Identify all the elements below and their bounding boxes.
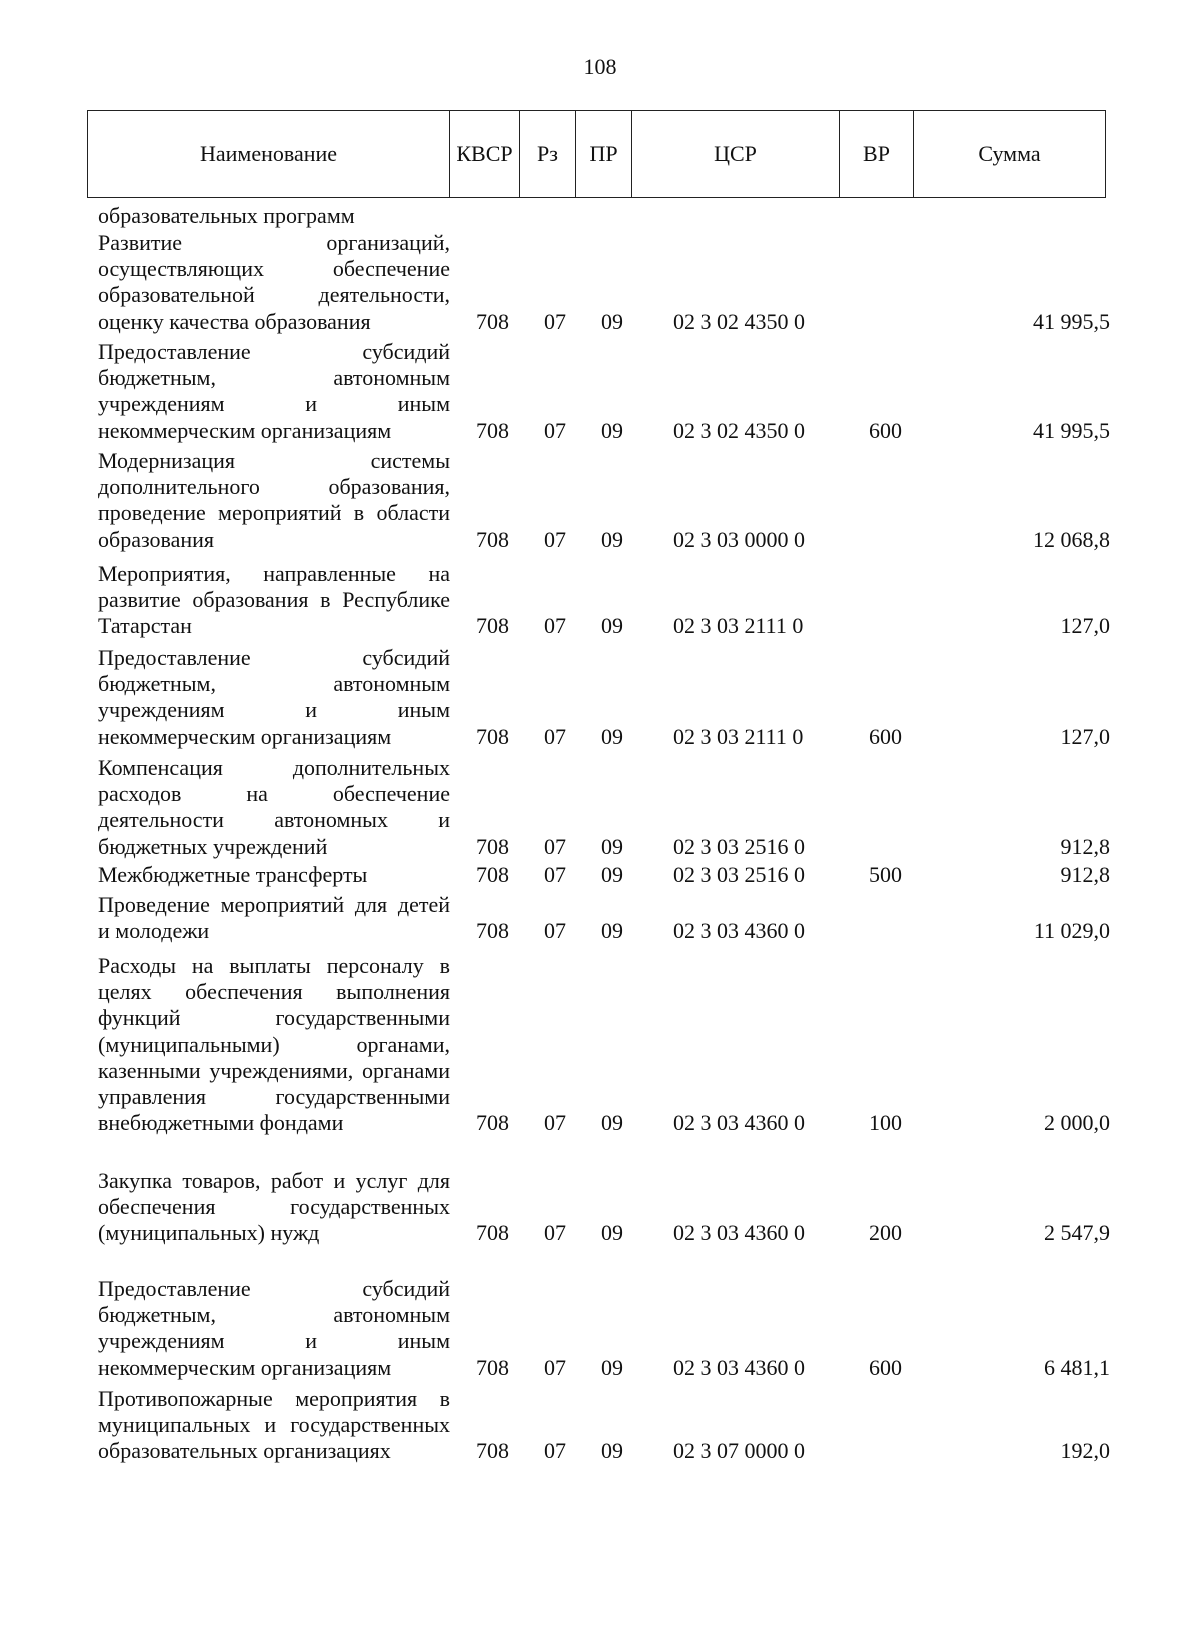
row-sum: 41 995,5: [1033, 308, 1110, 334]
row-pr: 09: [601, 526, 623, 552]
row-name: Предоставление субсидий бюджетным, автономным учреждениям и иным некоммерческим организациям: [98, 1276, 450, 1380]
row-sum: 11 029,0: [1033, 918, 1110, 944]
row-name: Противопожарные мероприятия в муниципальных и государственных образовательных организациях: [98, 1386, 450, 1464]
row-sum: 12 068,8: [1033, 526, 1110, 552]
row-pr: 09: [601, 1354, 623, 1380]
row-rz: 07: [544, 613, 566, 639]
row-csr: 02 3 03 0000 0: [673, 526, 805, 552]
row-kvsr: 708: [476, 1354, 509, 1380]
row-name: Закупка товаров, работ и услуг для обеспечения государственных (муниципальных) нужд: [98, 1168, 450, 1246]
row-csr: 02 3 03 4360 0: [673, 1110, 805, 1136]
row-sum: 2 000,0: [1044, 1110, 1110, 1136]
row-kvsr: 708: [476, 918, 509, 944]
row-pr: 09: [601, 862, 623, 887]
row-vr: 600: [869, 1354, 902, 1380]
row-vr: 600: [869, 723, 902, 749]
row-sum: 6 481,1: [1044, 1354, 1110, 1380]
table-header: [87, 110, 1106, 198]
row-csr: 02 3 03 2111 0: [673, 613, 804, 639]
row-rz: 07: [544, 1438, 566, 1464]
row-kvsr: 708: [476, 723, 509, 749]
row-vr: 600: [869, 417, 902, 443]
row-rz: 07: [544, 918, 566, 944]
row-rz: 07: [544, 308, 566, 334]
row-kvsr: 708: [476, 833, 509, 859]
row-vr: 100: [869, 1110, 902, 1136]
row-rz: 07: [544, 1110, 566, 1136]
row-name: Проведение мероприятий для детей и молодежи: [98, 892, 450, 944]
row-csr: 02 3 03 2516 0: [673, 833, 805, 859]
row-vr: 200: [869, 1220, 902, 1246]
row-name: Компенсация дополнительных расходов на обеспечение деятельности автономных и бюджетных учреждений: [98, 755, 450, 859]
row-name: Мероприятия, направленные на развитие образования в Республике Татарстан: [98, 561, 450, 639]
header-pr: ПР: [576, 111, 632, 198]
row-sum: 912,8: [1060, 833, 1110, 859]
row-kvsr: 708: [476, 613, 509, 639]
row-pr: 09: [601, 833, 623, 859]
header-rz: Рз: [520, 111, 576, 198]
row-sum: 2 547,9: [1044, 1220, 1110, 1246]
row-pr: 09: [601, 417, 623, 443]
header-name: Наименование: [88, 111, 450, 198]
row-kvsr: 708: [476, 1438, 509, 1464]
row-sum: 912,8: [1060, 862, 1110, 887]
row-rz: 07: [544, 1354, 566, 1380]
row-csr: 02 3 02 4350 0: [673, 308, 805, 334]
header-csr: ЦСР: [632, 111, 840, 198]
row-kvsr: 708: [476, 308, 509, 334]
row-name: Предоставление субсидий бюджетным, автономным учреждениям и иным некоммерческим организациям: [98, 645, 450, 749]
header-sum: Сумма: [914, 111, 1106, 198]
row-kvsr: 708: [476, 417, 509, 443]
row-pr: 09: [601, 1438, 623, 1464]
row-vr: 500: [869, 862, 902, 887]
row-name: Межбюджетные трансферты: [98, 862, 368, 887]
page-number: 108: [583, 54, 617, 79]
row-csr: 02 3 03 2111 0: [673, 723, 804, 749]
row-rz: 07: [544, 723, 566, 749]
row-name: Развитие организаций, осуществляющих обеспечение образовательной деятельности, оценку качества образования: [98, 230, 450, 334]
row-csr: 02 3 03 4360 0: [673, 1220, 805, 1246]
header-vr: ВР: [840, 111, 914, 198]
row-csr: 02 3 07 0000 0: [673, 1438, 805, 1464]
row-csr: 02 3 03 4360 0: [673, 918, 805, 944]
row-sum: 127,0: [1060, 723, 1110, 749]
row-name: Предоставление субсидий бюджетным, автономным учреждениям и иным некоммерческим организациям: [98, 339, 450, 443]
row-rz: 07: [544, 1220, 566, 1246]
row-kvsr: 708: [476, 1220, 509, 1246]
row-csr: 02 3 03 2516 0: [673, 862, 805, 887]
row-pr: 09: [601, 1220, 623, 1246]
row-pr: 09: [601, 1110, 623, 1136]
row-kvsr: 708: [476, 526, 509, 552]
row-pr: 09: [601, 918, 623, 944]
row-name: образовательных программ: [98, 203, 355, 228]
row-rz: 07: [544, 526, 566, 552]
row-name: Модернизация системы дополнительного образования, проведение мероприятий в области образования: [98, 448, 450, 552]
row-name: Расходы на выплаты персоналу в целях обеспечения выполнения функций государственными (муниципальными) органами, казенными учреждениями, органами управления государственными внебюджетными фондами: [98, 953, 450, 1136]
row-sum: 192,0: [1060, 1438, 1110, 1464]
row-pr: 09: [601, 308, 623, 334]
row-rz: 07: [544, 417, 566, 443]
row-pr: 09: [601, 613, 623, 639]
row-sum: 41 995,5: [1033, 417, 1110, 443]
header-kvsr: КВСР: [450, 111, 520, 198]
row-rz: 07: [544, 862, 566, 887]
row-csr: 02 3 03 4360 0: [673, 1354, 805, 1380]
row-csr: 02 3 02 4350 0: [673, 417, 805, 443]
row-rz: 07: [544, 833, 566, 859]
row-kvsr: 708: [476, 1110, 509, 1136]
row-kvsr: 708: [476, 862, 509, 887]
row-pr: 09: [601, 723, 623, 749]
row-sum: 127,0: [1060, 613, 1110, 639]
